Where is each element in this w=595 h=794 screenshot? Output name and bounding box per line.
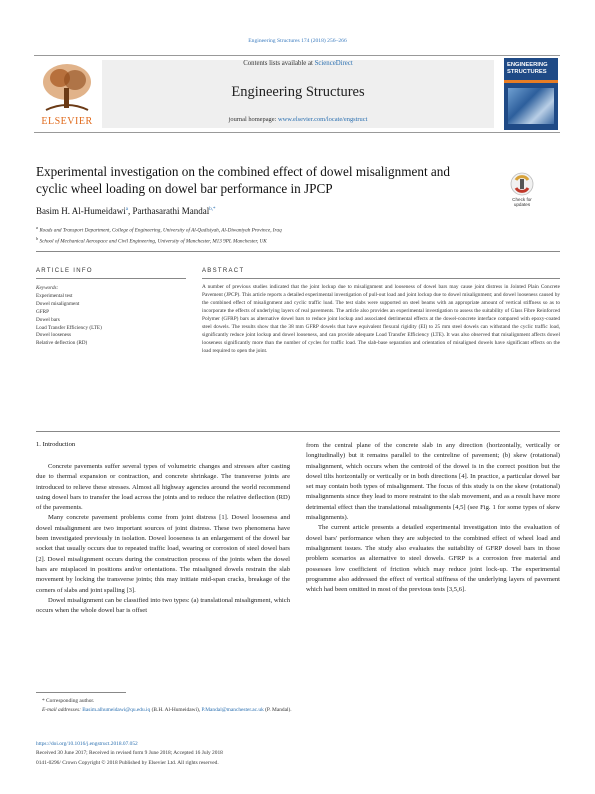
- email-line: [36, 706, 292, 715]
- journal-citation[interactable]: Engineering Structures 174 (2018) 256–266: [248, 38, 347, 44]
- body-paragraph: Many concrete pavement problems come from joint distress [1]. Dowel looseness and dowel misalignment are two important sources of joint distress. These two phenomena have been investigated previously in isolation. Dowel looseness is an enlargement of the dowel bar socket that usually occurs due to repeated traffic load, wearing or corrosion of steel dowel bars [2]. Dowel misalignment occurs during the construction process of the joints when the dowel bars are misplaced in positions and/or orientations. The misaligned dowels restrain the slab movement by locking the transverse joints; this may initiate mid-span cracks, breakage of the corners of slabs and joint spalling [3].: [36, 514, 290, 594]
- corresponding-author-note: * Corresponding author.: [42, 698, 95, 704]
- publication-info: [36, 740, 223, 768]
- author-name[interactable]: Basim H. Al-Humeidawi: [36, 206, 126, 216]
- divider: [36, 278, 186, 279]
- doi-link[interactable]: https://doi.org/10.1016/j.engstruct.2018.07.052: [36, 741, 138, 747]
- journal-title: Engineering Structures: [231, 84, 365, 100]
- body-column-left: [36, 462, 290, 616]
- affiliation-text: School of Mechanical Aerospace and Civil Engineering, University of Manchester, M13 9PL Manchester, UK: [39, 238, 267, 245]
- abstract-text: A number of previous studies indicated that the joint lockup due to misalignment and looseness of dowel bars may cause joint distress in Jointed Plain Concrete Pavement (JPCP). This article reports a detailed experimental investigation of pull-out load and joint lockup due to dowel misalignment; and dowel looseness caused by the combined effect of misalignment and cyclic traffic load. The test slabs were supported on steel beams with an appropriate amount of vertical stiffness so as to incorporate the effects of underlying layers of real pavements. The article also provides an experimental investigation to assess the suitability of Glass Fibre Reinforced Polymer (GFRP) bars as alternative dowel bars to reduce joint lockup and associated detrimental effects at the dowel-concrete interface compared with epoxy-coated steel dowels. The results show that the 38 mm GFRP dowels that have equivalent flexural rigidity (EI) to 25 mm steel dowels can withstand the cyclic traffic load, significantly reduce joint lockup and dowel looseness, and can provide adequate Load Transfer Efficiency (LTE). It was also observed that misalignment affects dowel looseness significantly more than the number of cycles for traffic load. The slab-base separation and orientation of misaligned dowels have significant effects on the load required to open the joint.: [202, 284, 560, 355]
- badge-line1: Check for: [512, 197, 532, 202]
- footnote: [36, 697, 292, 715]
- badge-line2: updates: [513, 202, 531, 207]
- sciencedirect-link[interactable]: ScienceDirect: [314, 60, 353, 67]
- keyword: Load Transfer Efficiency (LTE): [36, 324, 102, 331]
- body-paragraph: from the central plane of the concrete slab in any direction (horizontally, vertically or longitudinally) but it remains parallel to the centreline of pavement; (b) skew (rotational) misalignment, which occurs when the centroid of the dowel is in the correct position but the dowel tilts horizontally or vertically or in both directions [4]. In practice, a particular dowel bar set may contain both types of misalignment. The focus of this study is on the skew (rotational) misalignments since they lead to more restraint to the slab movement, and as a result have more detrimental effect than the translational misalignments [4,5] (see Fig. 1 for some types of skew misalignments).: [306, 442, 560, 522]
- affiliation-sup: a: [36, 225, 39, 230]
- body-paragraph: The current article presents a detailed experimental investigation into the evaluation of dowel bars' performance when they are subjected to the combined effect of wheel load and misalignment issues. The study also evaluates the suitability of GFRP dowel bars in those problem scenarios as alternative to steel dowels. GFRP is a corrosion free material and possesses low coefficient of friction which may reduce joint lock-up. The experimental programme also addressed the effect of vertical stiffness of the underlying layers of pavement which had been omitted in most of the previous tests [3,5,6].: [306, 524, 560, 594]
- email-link[interactable]: Basim.alhumeidawi@qu.edu.iq: [82, 707, 151, 713]
- affiliations: [36, 224, 282, 246]
- divider: [36, 251, 560, 252]
- contents-line: [102, 60, 494, 67]
- body-column-right: [306, 441, 560, 595]
- body-paragraph: Dowel misalignment can be classified into two types: (a) translational misalignment, which occurs when the whole dowel bar is offset: [36, 596, 290, 615]
- elsevier-tree-logo: [36, 60, 98, 114]
- homepage-link[interactable]: www.elsevier.com/locate/engstruct: [277, 116, 368, 123]
- author-affil-sup[interactable]: b,*: [209, 207, 216, 212]
- keyword: Dowel misalignment: [36, 300, 80, 307]
- keyword: Experimental test: [36, 292, 73, 299]
- cover-picture: [508, 88, 554, 124]
- email-link[interactable]: P.Mandal@manchester.ac.uk: [201, 707, 264, 713]
- author-separator: ,: [127, 206, 131, 216]
- divider: [202, 278, 560, 279]
- copyright: 0141-0296/ Crown Copyright © 2018 Published by Elsevier Ltd. All rights reserved.: [36, 759, 219, 766]
- email-owner: (B.H. Al-Humeidawi),: [151, 707, 201, 713]
- check-for-updates-icon[interactable]: [502, 170, 542, 210]
- keyword: Dowel bars: [36, 316, 60, 323]
- affiliation-text: Roads and Transport Department, College of Engineering, University of Al-Qadisiyah, Al-Diwaniyah Province, Iraq: [39, 227, 282, 234]
- divider: [36, 431, 560, 432]
- author-name[interactable]: Parthasarathi Mandal: [132, 206, 210, 216]
- cover-title: [507, 62, 548, 75]
- abstract-heading: ABSTRACT: [202, 268, 245, 274]
- keyword: Dowel looseness: [36, 332, 72, 339]
- keyword: Relative deflection (RD): [36, 340, 88, 347]
- affiliation: [36, 235, 282, 246]
- article-history: Received 30 June 2017; Received in revised form 9 June 2018; Accepted 16 July 2018: [36, 750, 223, 757]
- keyword: GFRP: [36, 308, 49, 315]
- article-info-heading: ARTICLE INFO: [36, 268, 93, 274]
- cover-title-line1: ENGINEERING: [507, 62, 548, 68]
- homepage-line: [102, 116, 494, 123]
- publisher-logo-text: ELSEVIER: [41, 116, 93, 127]
- footnote-divider: [36, 692, 126, 693]
- email-owner: (P. Mandal).: [265, 707, 292, 713]
- keywords-list: [36, 285, 102, 348]
- authors: [36, 206, 215, 216]
- affiliation: [36, 224, 282, 235]
- email-label: E-mail addresses:: [42, 707, 81, 713]
- journal-cover-image[interactable]: [504, 58, 558, 130]
- body-paragraph: Concrete pavements suffer several types of volumetric changes and stresses after casting due to thermal expansion or contraction, and concrete shrinkage. The transverse joints are introduced to relieve these stresses. Almost all highway agencies around the world recommend using dowel bars to transfer the load across the joints and to reduce the relative deflection (RD) of the pavements.: [36, 463, 290, 512]
- article-title: Experimental investigation on the combined effect of dowel misalignment and cyclic wheel loading on dowel bar performance in JPCP: [36, 164, 450, 196]
- homepage-prefix: journal homepage:: [228, 116, 277, 123]
- cover-band: [504, 80, 558, 83]
- author-affil-sup[interactable]: a: [125, 207, 128, 212]
- affiliation-sup: b: [36, 236, 39, 242]
- keywords-label: Keywords:: [36, 285, 59, 291]
- section-title: 1. Introduction: [36, 441, 76, 448]
- cover-title-line2: STRUCTURES: [507, 68, 547, 75]
- contents-prefix: Contents lists available at: [243, 60, 313, 67]
